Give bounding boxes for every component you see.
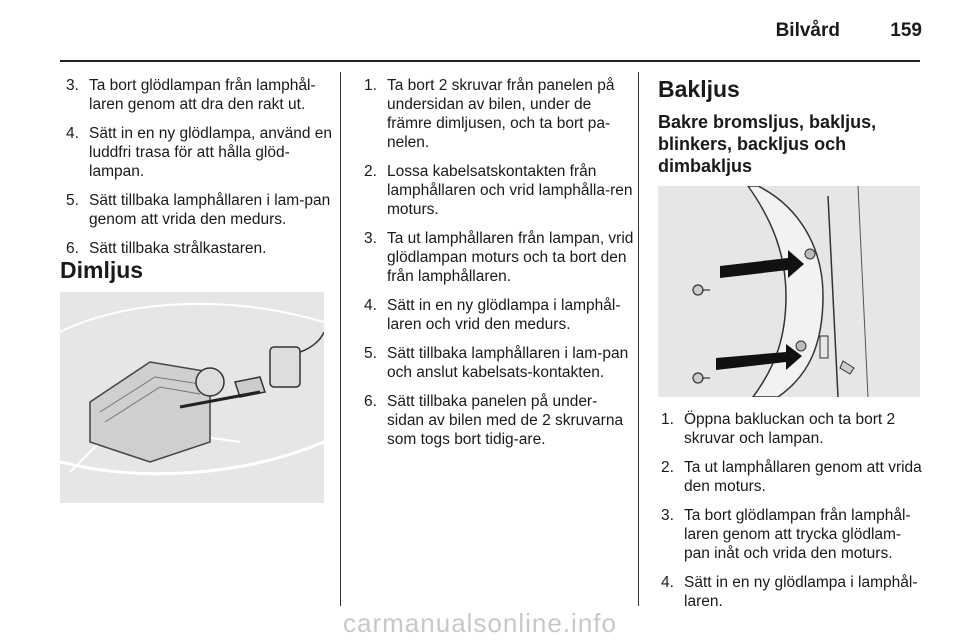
step-text: Sätt tillbaka lamphållaren i lam-pan genom att vrida den medurs. bbox=[89, 192, 331, 228]
column-left bbox=[66, 76, 336, 268]
list-item bbox=[66, 76, 336, 114]
step-number: 6. bbox=[364, 393, 377, 410]
list-item bbox=[661, 506, 923, 563]
list-item bbox=[661, 573, 923, 611]
section-title-bakljus: Bakljus bbox=[658, 76, 740, 102]
step-text: Sätt tillbaka strålkastaren. bbox=[89, 240, 267, 257]
fog-lamp-drawing bbox=[60, 292, 324, 503]
watermark[interactable]: carmanualsonline.info bbox=[343, 608, 617, 638]
step-text: Sätt in en ny glödlampa i lamphål-laren och vrid den medurs. bbox=[387, 297, 621, 333]
header-divider bbox=[60, 60, 920, 62]
list-item bbox=[364, 229, 634, 286]
step-text: Ta ut lamphållaren från lampan, vrid glödlampan moturs och ta bort den från lamphållaren. bbox=[387, 230, 634, 285]
step-number: 3. bbox=[661, 507, 674, 524]
column-divider bbox=[340, 72, 341, 606]
list-item bbox=[661, 458, 923, 496]
step-number: 2. bbox=[364, 163, 377, 180]
list-item bbox=[66, 124, 336, 181]
fog-lamp-steps bbox=[364, 76, 634, 449]
subsection-title: Bakre bromsljus, bakljus, blinkers, backljus och dimbakljus bbox=[658, 112, 877, 176]
tail-lamp-drawing bbox=[658, 186, 920, 397]
step-text: Sätt in en ny glödlampa, använd en luddfri trasa för att hålla glöd-lampan. bbox=[89, 125, 333, 180]
step-text: Sätt tillbaka panelen på under-sidan av bilen med de 2 skruvarna som togs bort tidig-are. bbox=[387, 393, 624, 448]
column-middle bbox=[364, 76, 634, 459]
fog-lamp-illustration bbox=[60, 292, 324, 503]
list-item bbox=[364, 76, 634, 152]
step-text: Ta bort 2 skruvar från panelen på undersidan av bilen, under de främre dimljusen, och ta bort pa-nelen. bbox=[387, 77, 615, 151]
list-item bbox=[66, 191, 336, 229]
list-item bbox=[661, 410, 923, 448]
step-number: 5. bbox=[364, 345, 377, 362]
list-item bbox=[66, 239, 336, 258]
page-number: 159 bbox=[890, 20, 922, 41]
step-text: Ta bort glödlampan från lamphål-laren genom att dra den rakt ut. bbox=[89, 77, 316, 113]
column-right-heading bbox=[658, 76, 920, 177]
step-text: Ta ut lamphållaren genom att vrida den moturs. bbox=[684, 459, 922, 495]
step-text: Ta bort glödlampan från lamphål-laren genom att trycka glödlam-pan inåt och vrida den moturs. bbox=[684, 507, 911, 562]
step-number: 4. bbox=[661, 574, 674, 591]
tail-lamp-steps bbox=[661, 410, 923, 611]
column-right bbox=[661, 410, 923, 621]
step-text: Lossa kabelsatskontakten från lamphållaren och vrid lamphålla-ren moturs. bbox=[387, 163, 633, 218]
list-item bbox=[364, 162, 634, 219]
step-text: Sätt tillbaka lamphållaren i lam-pan och anslut kabelsats-kontakten. bbox=[387, 345, 629, 381]
section-title-dimljus: Dimljus bbox=[60, 257, 144, 283]
step-number: 2. bbox=[661, 459, 674, 476]
tail-lamp-illustration bbox=[658, 186, 920, 397]
step-number: 6. bbox=[66, 240, 79, 257]
step-number: 4. bbox=[66, 125, 79, 142]
step-number: 3. bbox=[364, 230, 377, 247]
step-number: 5. bbox=[66, 192, 79, 209]
step-number: 4. bbox=[364, 297, 377, 314]
list-item bbox=[364, 392, 634, 449]
step-text: Öppna bakluckan och ta bort 2 skruvar och lampan. bbox=[684, 411, 896, 447]
step-number: 1. bbox=[661, 411, 674, 428]
chapter-title: Bilvård bbox=[775, 20, 840, 41]
column-divider bbox=[638, 72, 639, 606]
fog-headlamp-steps-continued bbox=[66, 76, 336, 258]
step-number: 3. bbox=[66, 77, 79, 94]
list-item bbox=[364, 296, 634, 334]
step-number: 1. bbox=[364, 77, 377, 94]
step-text: Sätt in en ny glödlampa i lamphål-laren. bbox=[684, 574, 918, 610]
list-item bbox=[364, 344, 634, 382]
